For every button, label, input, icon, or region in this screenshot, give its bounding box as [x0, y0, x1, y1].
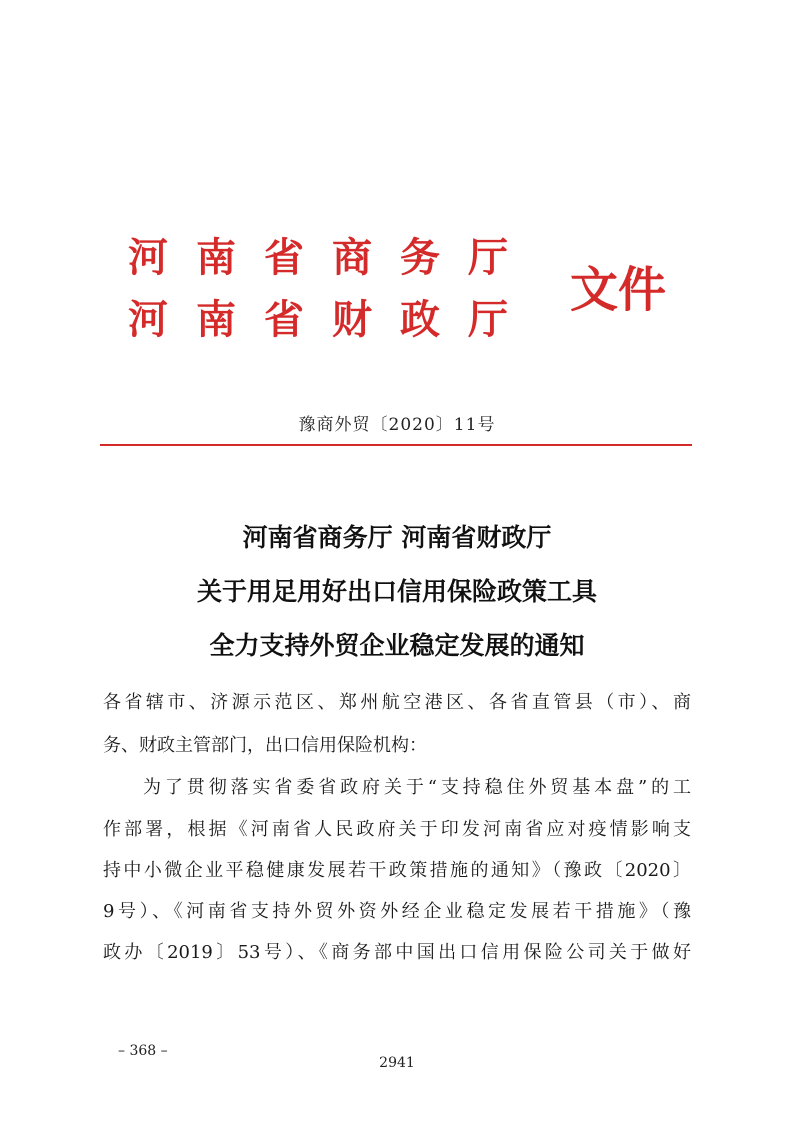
title-line-1: 河南省商务厅 河南省财政厅	[242, 523, 552, 552]
document-label: 文件	[570, 262, 667, 318]
red-divider	[100, 444, 692, 446]
issuer-line-finance: 河南省财政厅	[128, 296, 536, 343]
body-line-2: 务、财政主管部门，出口信用保险机构：	[103, 735, 427, 756]
page-number-left: – 368 –	[118, 1043, 168, 1059]
title-line-2: 关于用足用好出口信用保险政策工具	[196, 577, 597, 606]
body-line-6: 9号）、《河南省支持外贸外资外经企业稳定发展若干措施》（豫	[103, 901, 691, 922]
body-line-5: 持中小微企业平稳健康发展若干政策措施的通知》（豫政〔2020〕	[103, 860, 691, 881]
body-line-4: 作部署，根据《河南省人民政府关于印发河南省应对疫情影响支	[103, 819, 691, 840]
body-line-3: 为了贯彻落实省委省政府关于“支持稳住外贸基本盘”的工	[143, 777, 691, 798]
issuer-line-commerce: 河南省商务厅	[128, 234, 536, 281]
document-number: 豫商外贸〔2020〕11号	[298, 415, 496, 435]
title-line-3: 全力支持外贸企业稳定发展的通知	[209, 631, 585, 660]
body-line-1: 各省辖市、济源示范区、郑州航空港区、各省直管县（市）、商	[103, 692, 691, 713]
page-number-center: 2941	[379, 1055, 415, 1071]
body-line-7: 政办〔2019〕53号）、《商务部中国出口信用保险公司关于做好	[103, 942, 691, 963]
